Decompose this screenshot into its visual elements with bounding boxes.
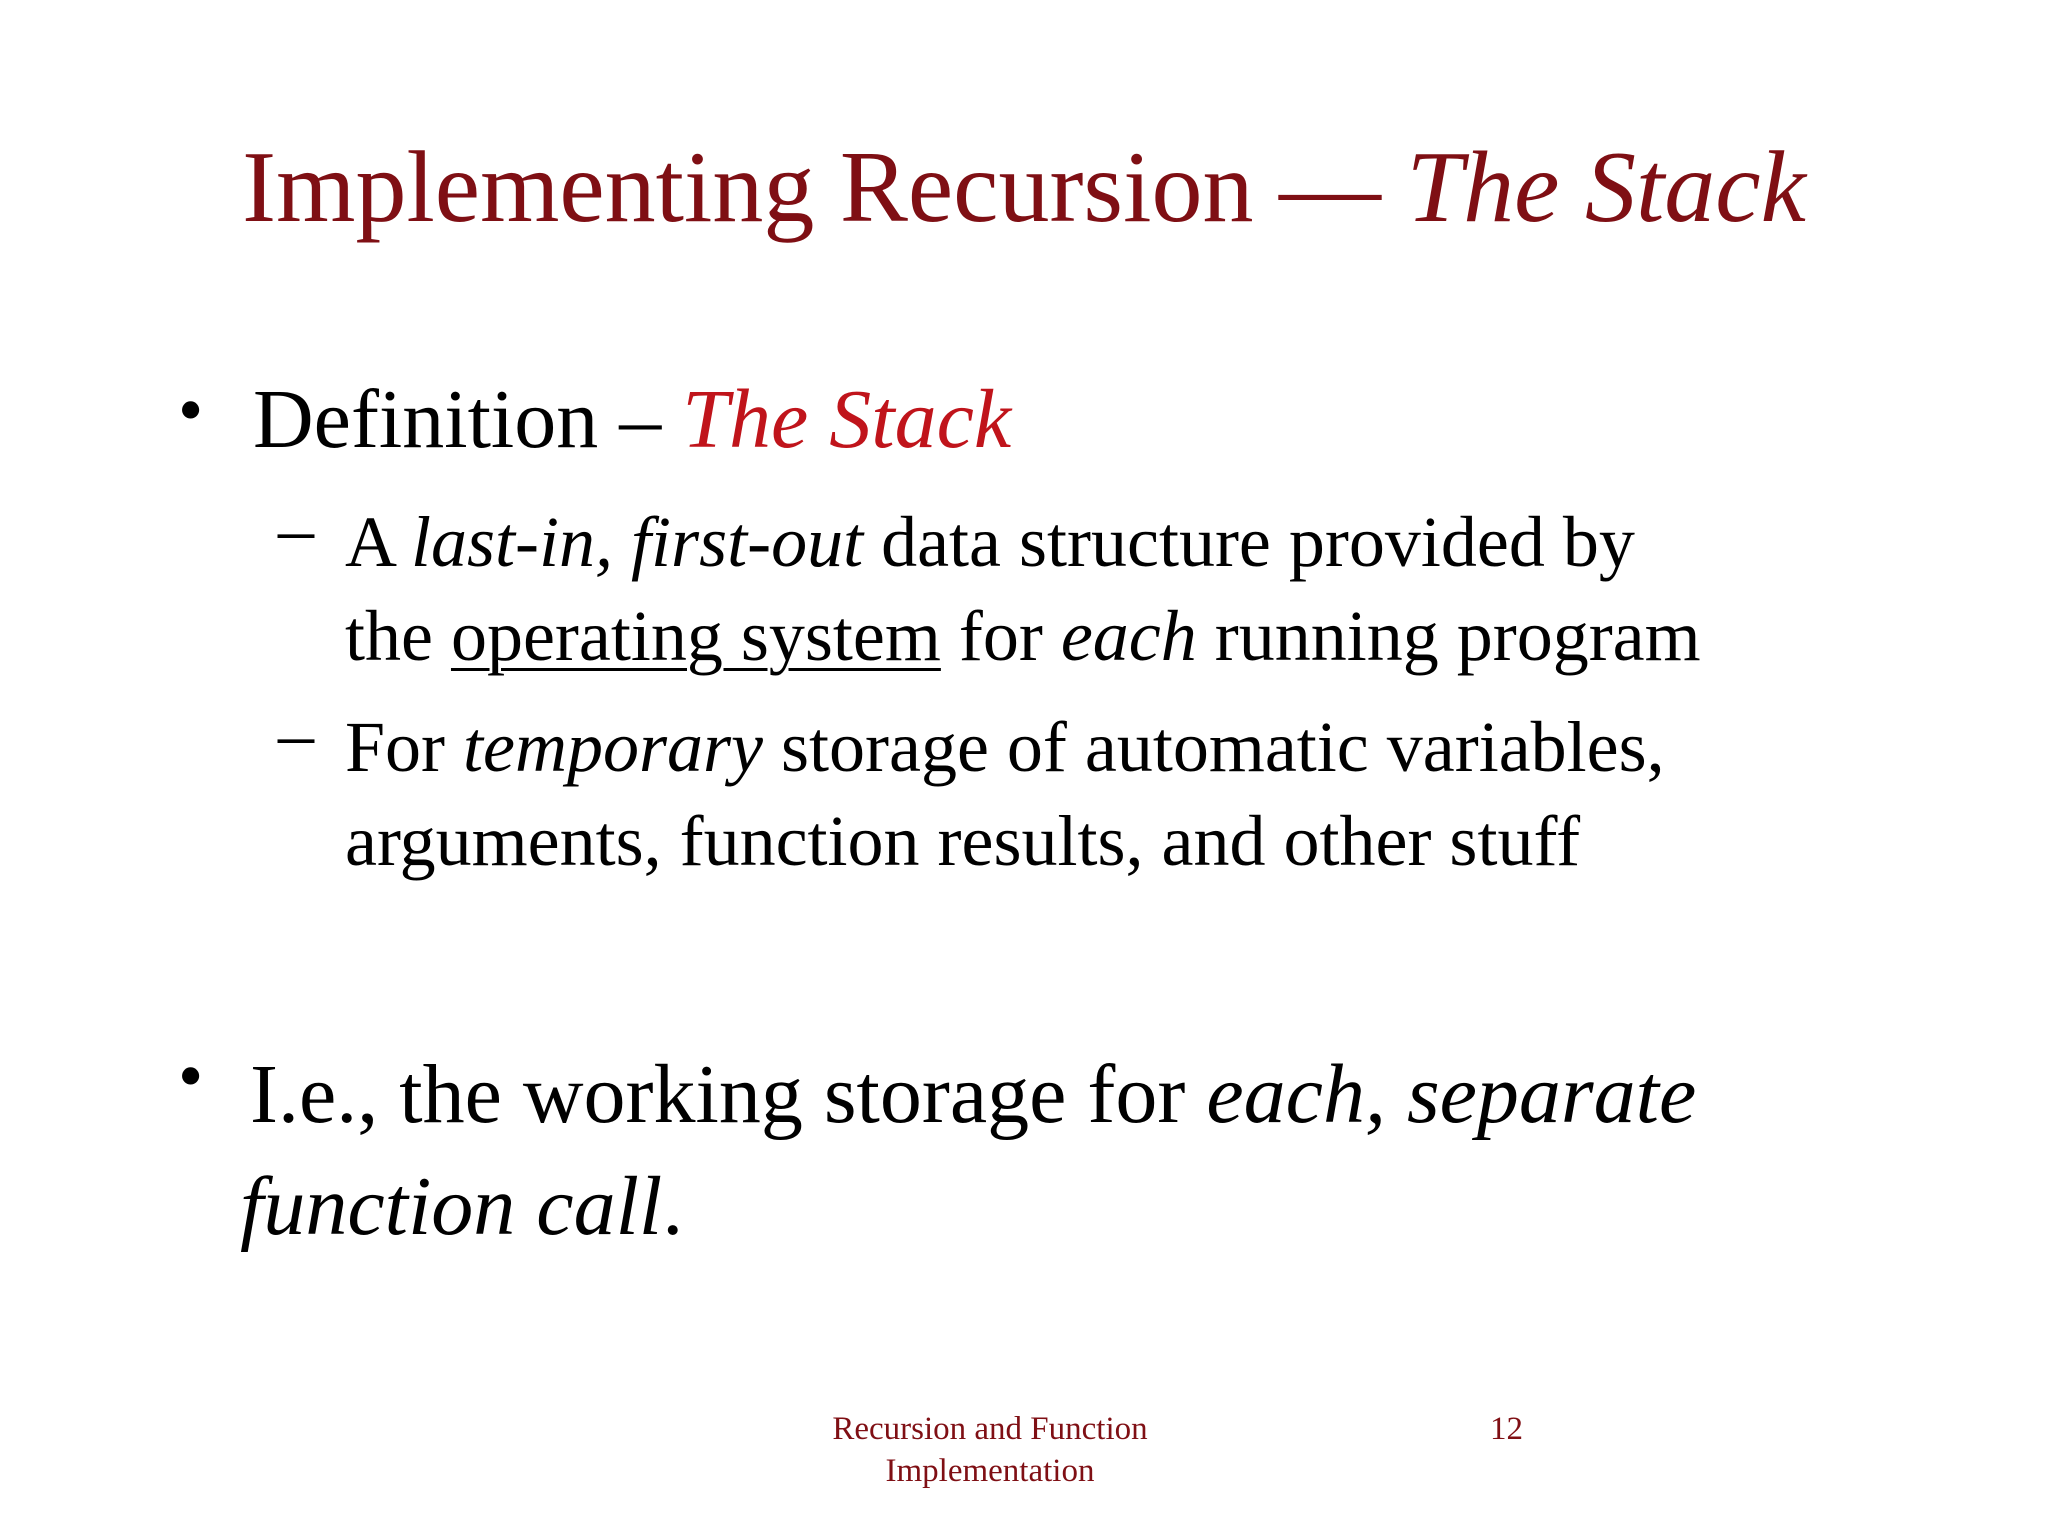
emphasis-span: each <box>1060 596 1197 676</box>
text-span: storage of automatic variables, <box>762 707 1665 787</box>
emphasis-span: temporary <box>463 707 763 787</box>
text-span: . <box>662 1160 684 1253</box>
slide-title <box>0 128 2048 248</box>
bullet-definition <box>253 370 1011 470</box>
title-main: Implementing Recursion — <box>242 131 1407 244</box>
footer-title <box>760 1408 1220 1492</box>
subitem-temporary-line2 <box>345 794 1580 888</box>
bullet-marker: • <box>178 370 204 450</box>
subitem-lifo-line1 <box>345 495 1635 589</box>
footer-line: Implementation <box>885 1453 1095 1489</box>
emphasis-span: each, separate <box>1206 1048 1697 1141</box>
page-number: 12 <box>1490 1411 1523 1447</box>
bullet-working-storage-line2 <box>240 1152 683 1262</box>
underlined-span: operating system <box>450 596 941 676</box>
text-span: I.e., the working storage for <box>250 1048 1207 1141</box>
text-span: arguments, function results, and other stuff <box>345 801 1581 881</box>
footer-line: Recursion and Function <box>832 1411 1148 1447</box>
text-span: A <box>345 502 412 582</box>
subitem-marker: – <box>278 694 314 774</box>
bullet-marker: • <box>178 1036 204 1116</box>
text-span: data structure provided by <box>863 502 1635 582</box>
subitem-marker: – <box>278 489 314 569</box>
emphasis-span: function call <box>240 1160 663 1253</box>
text-span: For <box>345 707 464 787</box>
subitem-lifo-line2 <box>345 589 1701 683</box>
bullet-working-storage-line1 <box>250 1040 1696 1150</box>
emphasis-span: last-in, first-out <box>411 502 864 582</box>
bullet-definition-lead: Definition – <box>253 373 683 466</box>
bullet-definition-highlight: The Stack <box>682 373 1012 466</box>
text-span: running program <box>1196 596 1701 676</box>
text-span: the <box>345 596 451 676</box>
text-span: for <box>940 596 1061 676</box>
subitem-temporary-line1 <box>345 700 1665 794</box>
title-italic: The Stack <box>1406 131 1806 244</box>
